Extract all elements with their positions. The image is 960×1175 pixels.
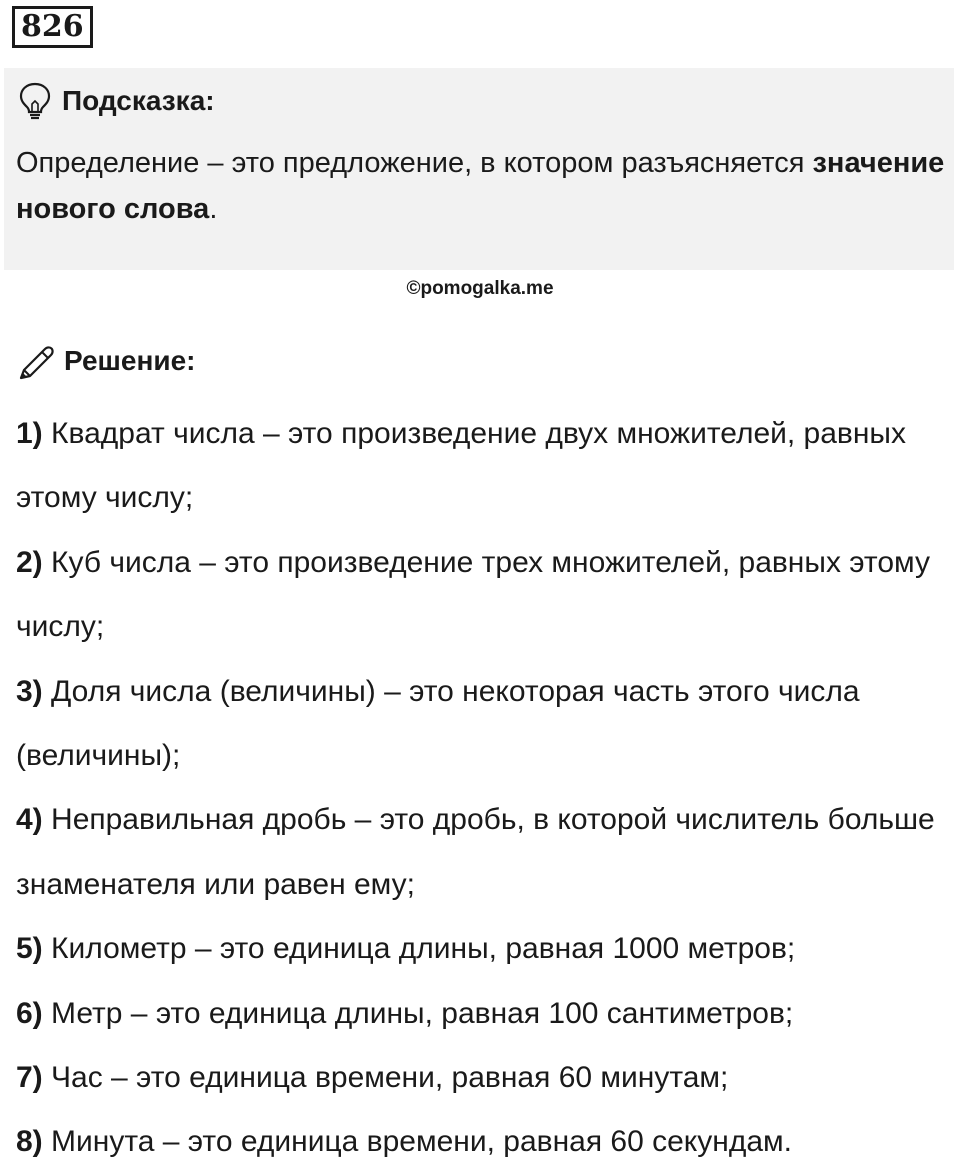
answer-text: Километр – это единица длины, равная 1000 метров; (42, 932, 796, 966)
answer-item (16, 531, 946, 660)
hint-title: Подсказка: (62, 85, 215, 116)
hint-box (4, 68, 954, 270)
hint-text (16, 140, 946, 232)
hint-text-end: . (209, 193, 218, 225)
answer-number: 7) (16, 1061, 43, 1095)
answer-text: Метр – это единица длины, равная 100 сантиметров; (42, 996, 794, 1030)
lightbulb-icon (18, 82, 52, 120)
hint-header (18, 82, 215, 120)
answer-item (16, 660, 946, 789)
answer-number: 2) (16, 545, 43, 579)
solution-title: Решение: (64, 345, 196, 376)
task-number: 826 (12, 6, 93, 48)
answer-text: Минута – это единица времени, равная 60 секундам. (42, 1125, 792, 1159)
solution-header (16, 340, 195, 382)
answer-number: 8) (16, 1125, 43, 1159)
answer-item (16, 402, 946, 531)
answer-text: Квадрат числа – это произведение двух множителей, равных этому числу; (16, 417, 906, 515)
pencil-icon (16, 340, 58, 382)
hint-text-bold: значение нового слова (16, 147, 945, 225)
answer-text: Неправильная дробь – это дробь, в которой числитель больше знаменателя или равен ему; (16, 803, 935, 901)
hint-text-part: Определение – это предложение, в котором разъясняется (16, 147, 813, 179)
answer-number: 6) (16, 996, 43, 1030)
watermark: ©pomogalka.me (406, 278, 554, 299)
answer-text: Час – это единица времени, равная 60 минутам; (42, 1061, 729, 1095)
answer-number: 4) (16, 803, 43, 837)
answer-item (16, 788, 946, 917)
answer-number: 3) (16, 674, 43, 708)
answer-text: Куб числа – это произведение трех множителей, равных этому числу; (16, 545, 930, 644)
answer-item (16, 1046, 946, 1110)
answer-item (16, 917, 946, 981)
answer-number: 1) (16, 417, 43, 450)
answer-text: Доля числа (величины) – это некоторая часть этого числа (величины); (16, 674, 860, 773)
answer-item (16, 982, 946, 1046)
answer-number: 5) (16, 932, 43, 966)
answer-item (16, 1110, 946, 1174)
answer-list (16, 402, 946, 1175)
